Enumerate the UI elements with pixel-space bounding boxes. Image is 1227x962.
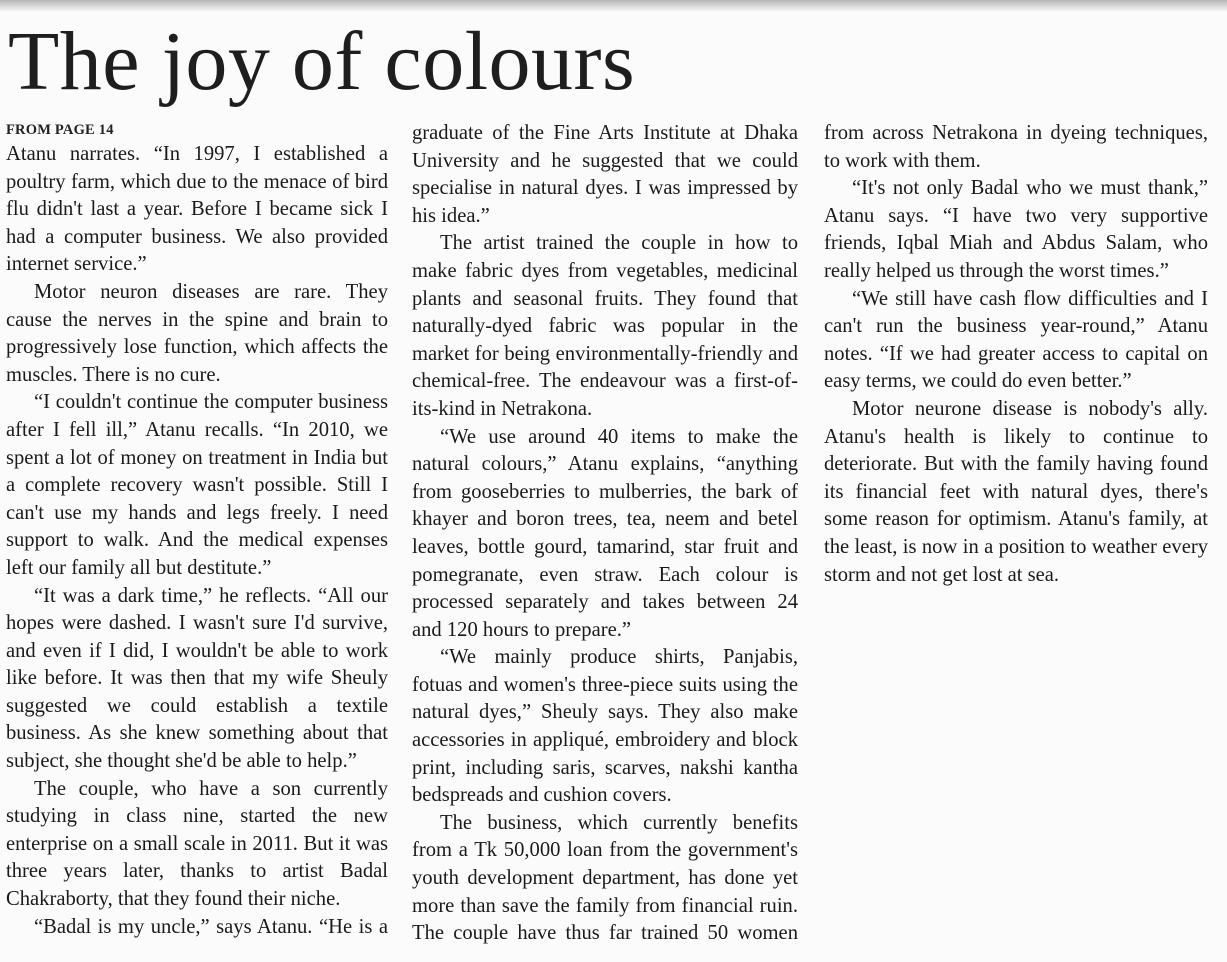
paragraph: The artist trained the couple in how to make fabric dyes from vegetables, medicinal plants and seasonal fruits. They found that naturally-dyed fabric was popular in the market for being environmentally-friendly and chemical-free. The endeavour was a first-of-its-kind in Netrakona.	[412, 232, 798, 420]
paragraph: “We use around 40 items to make the natural colours,” Atanu explains, “anything from gooseberries to mulberries, the bark of khayer and boron trees, tea, neem and betel leaves, bottle gourd, tamarind, star fruit and pomegranate, even straw. Each colour is processed separately and takes between 24 and 120 hours to prepare.”	[412, 425, 798, 641]
jump-line: FROM PAGE 14	[6, 122, 114, 138]
paragraph: graduate of the Fine Arts Institute at Dhaka University and he suggested that we could specialise in natural dyes. I was impressed by his idea.”	[412, 122, 798, 227]
paragraph: “I couldn't continue the computer business after I fell ill,” Atanu recalls. “In 2010, we spent a lot of money on treatment in India but a complete recovery wasn't possible. Still I can't use my hands and legs freely. I need support to walk. And the medical expenses left our family all but destitute.”	[6, 391, 388, 579]
column-1	[6, 119, 388, 962]
paragraph: “It was a dark time,” he reflects. “All our hopes were dashed. I wasn't sure I'd survive, and even if I did, I wouldn't be able to work like before. It was then that my wife Sheuly suggested we could establish a textile business. As she knew something about that subject, she thought she'd be able to help.”	[6, 584, 388, 773]
column-3	[824, 120, 1208, 962]
paragraph: The business, which currently benefits from a Tk 50,000 loan from the government's youth development department, has done yet more than save the family from financial ruin. The couple have thus far trained 50 women	[412, 811, 798, 945]
paragraph: The couple, who have a son currently studying in class nine, started the new enterprise on a small scale in 2011. But it was three years later, thanks to artist Badal Chakraborty, that they found their niche.	[6, 777, 388, 911]
paragraph: from across Netrakona in dyeing techniques, to work with them.	[824, 122, 1208, 172]
paragraph: “It's not only Badal who we must thank,” Atanu says. “I have two very supportive friends, Iqbal Miah and Abdus Salam, who really helped us through the worst times.”	[824, 177, 1208, 282]
paragraph: “We mainly produce shirts, Panjabis, fotuas and women's three-piece suits using the natural dyes,” Sheuly says. They also make accessories in appliqué, embroidery and block print, including saris, scarves, nakshi kantha bedspreads and cushion covers.	[412, 646, 798, 807]
paragraph: “We still have cash flow difficulties and I can't run the business year-round,” Atanu notes. “If we had greater access to capital on easy terms, we could do even better.”	[824, 287, 1208, 393]
paragraph: “Badal is my uncle,” says Atanu. “He is a	[34, 915, 388, 938]
paragraph: Motor neurone disease is nobody's ally. Atanu's health is likely to continue to deteriorate. But with the family having found its financial feet with natural dyes, there's some reason for optimism. Atanu's family, at the least, is now in a position to weather every storm and not get lost at sea.	[824, 397, 1208, 586]
paragraph: Atanu narrates. “In 1997, I established a poultry farm, which due to the menace of bird flu didn't last a year. Before I became sick I had a computer business. We also provided internet service.”	[6, 143, 388, 276]
page-top-shadow	[0, 0, 1227, 12]
headline: The joy of colours	[8, 15, 636, 108]
paragraph: Motor neuron diseases are rare. They cause the nerves in the spine and brain to progressively lose function, which affects the muscles. There is no cure.	[6, 280, 388, 386]
column-2	[412, 120, 798, 962]
